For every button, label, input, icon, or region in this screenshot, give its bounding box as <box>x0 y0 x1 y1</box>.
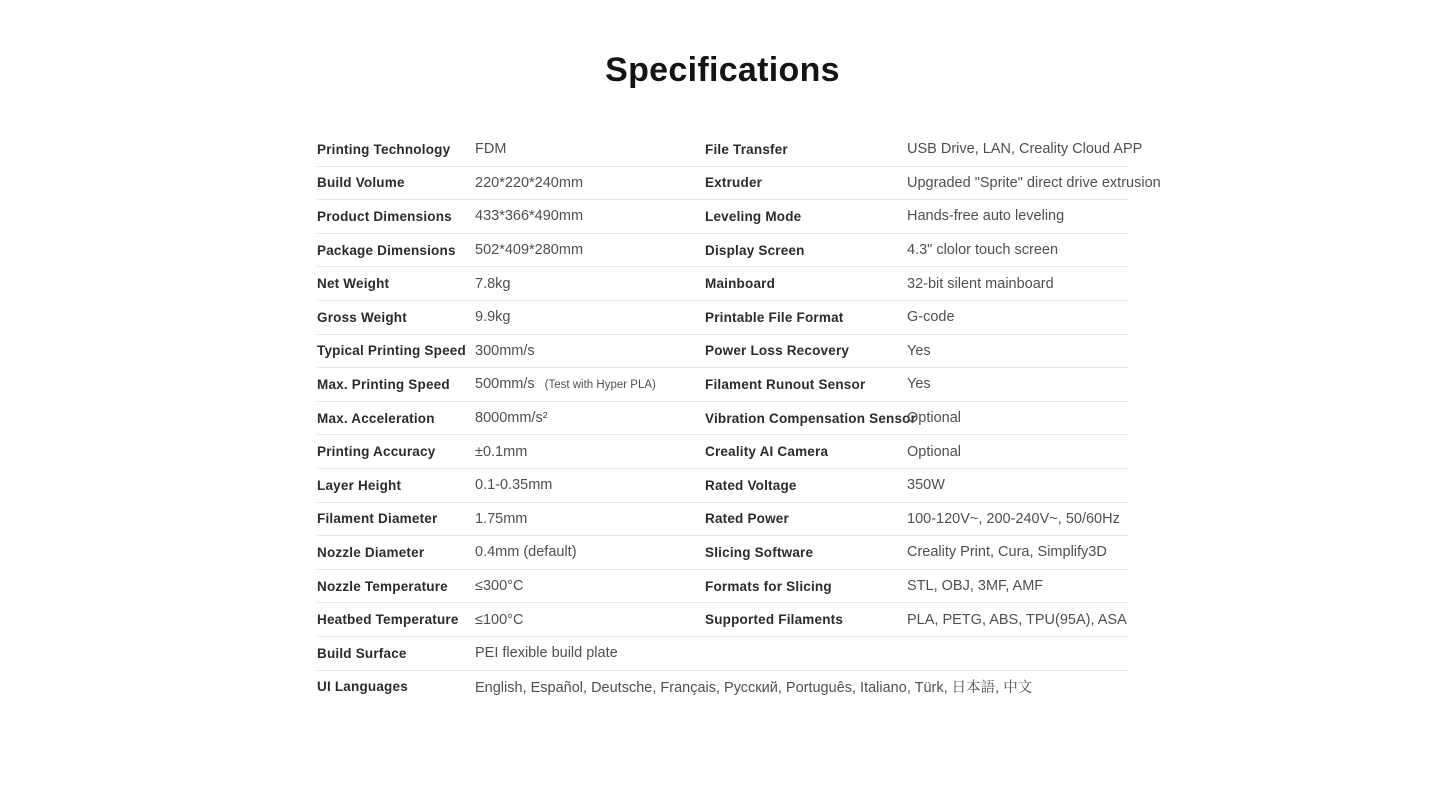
spec-label-text: Nozzle Temperature <box>317 578 448 594</box>
spec-label-text: Product Dimensions <box>317 208 452 224</box>
spec-value-text: ≤300°C <box>475 578 524 595</box>
spec-value <box>475 578 705 594</box>
spec-value-text: Yes <box>907 376 931 393</box>
spec-value <box>907 578 1129 594</box>
spec-label-text: Typical Printing Speed <box>317 343 466 359</box>
spec-row <box>317 435 1129 469</box>
spec-label <box>317 545 475 560</box>
spec-label-text: Filament Diameter <box>317 511 438 527</box>
spec-label-text: Rated Power <box>705 511 789 527</box>
spec-value-text: 502*409*280mm <box>475 242 584 259</box>
spec-label <box>317 478 475 493</box>
spec-label-text: Printable File Format <box>705 309 844 325</box>
spec-label-text: Vibration Compensation Sensor <box>705 410 917 426</box>
spec-value-text: 220*220*240mm <box>475 174 584 191</box>
spec-label-text: Heatbed Temperature <box>317 612 459 628</box>
spec-label <box>317 612 475 627</box>
spec-value <box>907 410 1129 426</box>
spec-row <box>317 234 1129 268</box>
spec-value <box>907 444 1129 460</box>
spec-label-text: Creality AI Camera <box>705 444 829 460</box>
spec-value-text: Optional <box>907 410 962 427</box>
spec-label <box>317 175 475 190</box>
spec-label <box>317 579 475 594</box>
spec-label-text: Printing Technology <box>317 141 451 157</box>
spec-label <box>705 444 907 459</box>
spec-value <box>475 343 705 359</box>
spec-value <box>475 141 705 157</box>
spec-label-text: Max. Printing Speed <box>317 376 450 392</box>
spec-value-text: English, Español, Deutsche, Français, Русский, Português, Italiano, Türk, 日本語, 中文 <box>475 680 1033 697</box>
spec-value <box>475 376 705 392</box>
spec-label <box>705 175 907 190</box>
spec-value <box>475 511 705 527</box>
spec-value <box>907 309 1129 325</box>
spec-label-text: Supported Filaments <box>705 612 844 628</box>
spec-value <box>475 444 705 460</box>
spec-label-text: Filament Runout Sensor <box>705 376 866 392</box>
spec-label <box>317 646 475 661</box>
spec-value-text: Upgraded "Sprite" direct drive extrusion <box>907 174 1161 191</box>
spec-label-text: Formats for Slicing <box>705 578 832 594</box>
spec-value <box>907 141 1143 158</box>
spec-label-text: Gross Weight <box>317 309 407 325</box>
spec-row <box>317 469 1129 503</box>
spec-value <box>475 410 705 426</box>
spec-value <box>907 276 1129 292</box>
spec-value <box>475 208 705 224</box>
spec-value-text: Creality Print, Cura, Simplify3D <box>907 544 1107 561</box>
spec-value-text: USB Drive, LAN, Creality Cloud APP <box>907 141 1143 158</box>
spec-row <box>317 603 1129 637</box>
spec-label <box>705 343 907 358</box>
spec-label <box>317 209 475 224</box>
spec-row <box>317 503 1129 537</box>
spec-label <box>317 276 475 291</box>
spec-label <box>317 411 475 426</box>
spec-label <box>705 243 907 258</box>
spec-value <box>907 544 1129 560</box>
spec-label <box>705 545 907 560</box>
spec-value <box>907 174 1161 191</box>
spec-value-text: 32-bit silent mainboard <box>907 275 1054 292</box>
spec-value-text: 433*366*490mm <box>475 208 584 225</box>
spec-value <box>475 175 705 191</box>
spec-row <box>317 368 1129 402</box>
spec-value-text: Hands-free auto leveling <box>907 208 1065 225</box>
spec-label-text: Max. Acceleration <box>317 410 435 426</box>
spec-label-text: Leveling Mode <box>705 208 802 224</box>
spec-value <box>907 511 1129 527</box>
page-title: Specifications <box>605 51 840 89</box>
spec-value <box>475 309 705 325</box>
spec-label <box>705 410 917 426</box>
spec-value-text: G-code <box>907 309 955 326</box>
spec-value <box>907 477 1129 493</box>
spec-label <box>705 276 907 291</box>
spec-value-text: PLA, PETG, ABS, TPU(95A), ASA <box>907 611 1127 628</box>
spec-label-text: Build Volume <box>317 175 405 191</box>
spec-label <box>705 511 907 526</box>
spec-label <box>705 612 907 627</box>
spec-label <box>317 511 475 526</box>
spec-value-text: 9.9kg <box>475 309 511 326</box>
spec-value-text: 300mm/s <box>475 342 535 359</box>
spec-row <box>317 200 1129 234</box>
spec-value-text: Optional <box>907 443 962 460</box>
spec-value-text: FDM <box>475 141 507 158</box>
spec-value-text: 350W <box>907 477 945 494</box>
spec-row <box>317 570 1129 604</box>
spec-value <box>475 676 1129 697</box>
spec-label-text: Build Surface <box>317 645 407 661</box>
spec-value <box>475 544 705 560</box>
spec-value <box>475 645 1129 661</box>
spec-value-text: Yes <box>907 342 931 359</box>
spec-row <box>317 167 1161 201</box>
spec-value <box>907 343 1129 359</box>
spec-row <box>317 133 1143 167</box>
spec-row <box>317 402 1129 436</box>
spec-value-text: 0.4mm (default) <box>475 544 577 561</box>
spec-value-text: 1.75mm <box>475 510 528 527</box>
spec-value-text: 7.8kg <box>475 275 511 292</box>
spec-row <box>317 335 1129 369</box>
spec-label <box>317 377 475 392</box>
spec-label-text: Mainboard <box>705 276 776 292</box>
spec-label <box>705 142 907 157</box>
spec-label-text: Extruder <box>705 175 763 191</box>
spec-value-text: 500mm/s <box>475 376 535 393</box>
spec-row <box>317 637 1129 671</box>
spec-label-text: Printing Accuracy <box>317 444 436 460</box>
spec-value <box>475 242 705 258</box>
spec-label-text: Nozzle Diameter <box>317 544 425 560</box>
spec-label <box>705 377 907 392</box>
spec-label-text: Net Weight <box>317 276 390 292</box>
spec-label <box>705 478 907 493</box>
spec-value-text: ±0.1mm <box>475 443 528 460</box>
spec-table <box>317 133 1161 703</box>
spec-label-text: UI Languages <box>317 679 408 695</box>
spec-value <box>475 477 705 493</box>
spec-value <box>475 612 705 628</box>
spec-label <box>317 142 475 157</box>
spec-value-text: 4.3" clolor touch screen <box>907 242 1059 259</box>
spec-row <box>317 267 1129 301</box>
spec-label-text: Layer Height <box>317 477 402 493</box>
spec-row <box>317 671 1129 704</box>
spec-label <box>705 209 907 224</box>
spec-label-text: Power Loss Recovery <box>705 343 850 359</box>
spec-value <box>475 276 705 292</box>
spec-label <box>317 679 475 694</box>
spec-value-text: PEI flexible build plate <box>475 645 618 662</box>
spec-label <box>317 343 475 358</box>
spec-label <box>317 444 475 459</box>
spec-label <box>317 310 475 325</box>
spec-row <box>317 536 1129 570</box>
spec-label-text: Display Screen <box>705 242 805 258</box>
spec-value <box>907 242 1129 258</box>
spec-value-text: 8000mm/s² <box>475 410 548 427</box>
spec-value-text: 0.1-0.35mm <box>475 477 553 494</box>
spec-value-text: ≤100°C <box>475 611 524 628</box>
spec-value <box>907 376 1129 392</box>
spec-label <box>317 243 475 258</box>
spec-row <box>317 301 1129 335</box>
spec-value-text: STL, OBJ, 3MF, AMF <box>907 578 1044 595</box>
spec-label-text: Package Dimensions <box>317 242 456 258</box>
spec-label <box>705 579 907 594</box>
spec-value-text: 100-120V~, 200-240V~, 50/60Hz <box>907 510 1120 527</box>
spec-value-note: (Test with Hyper PLA) <box>544 379 656 392</box>
spec-label-text: File Transfer <box>705 141 788 157</box>
spec-label-text: Slicing Software <box>705 544 814 560</box>
spec-value <box>907 612 1129 628</box>
spec-label <box>705 310 907 325</box>
spec-label-text: Rated Voltage <box>705 477 797 493</box>
spec-value <box>907 208 1129 224</box>
